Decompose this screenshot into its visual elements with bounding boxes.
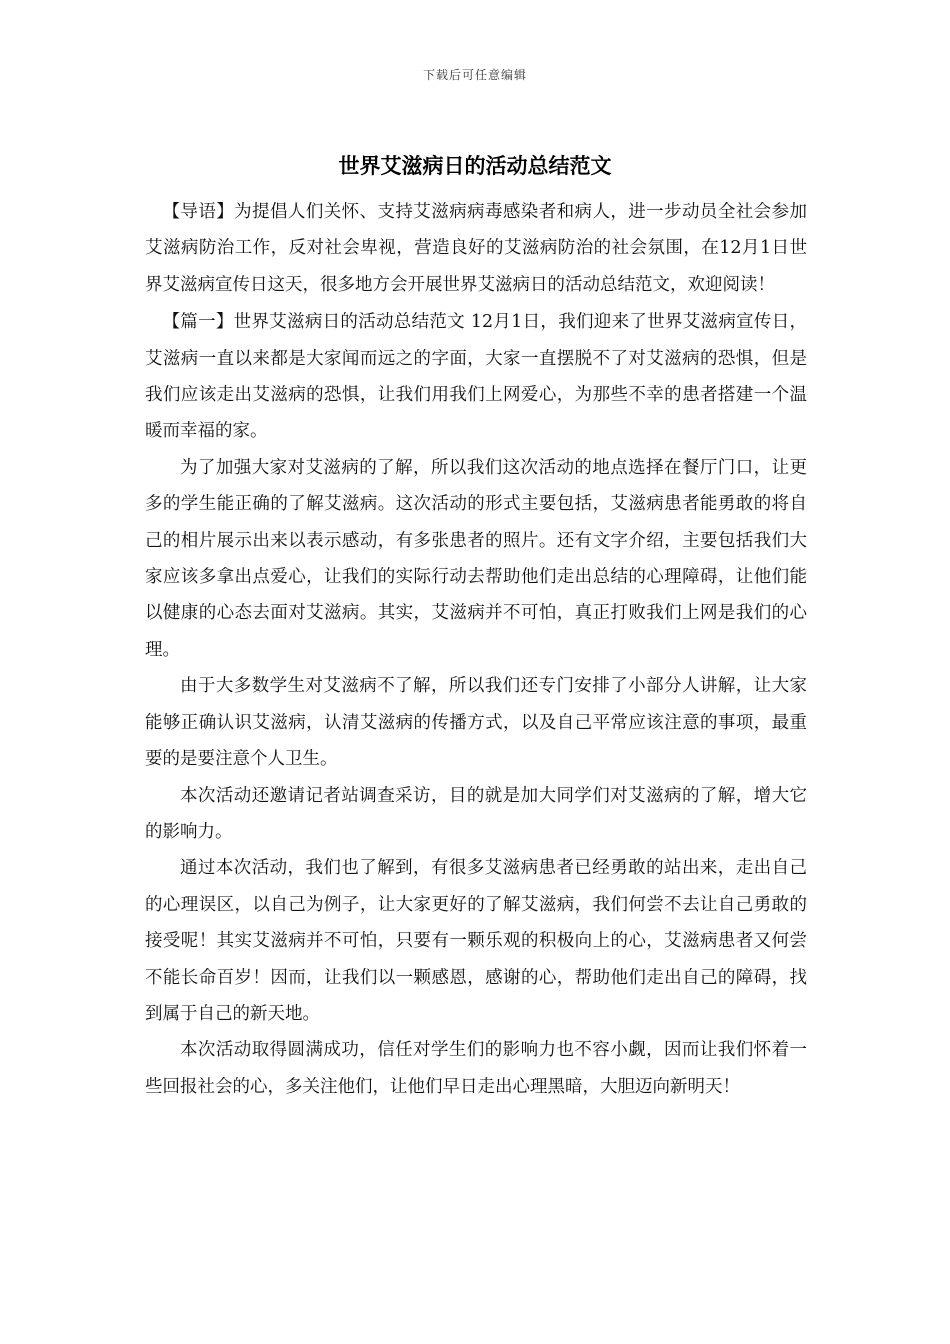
- document-body: [145, 194, 807, 1105]
- paragraph-press: 本次活动还邀请记者站调查采访，目的就是加大同学们对艾滋病的了解，增大它的影响力。: [145, 785, 807, 842]
- paragraph-activity-location: 为了加强大家对艾滋病的了解，所以我们这次活动的地点选择在餐厅门口，让更多的学生能正确的了解艾滋病。这次活动的形式主要包括，艾滋病患者能勇敢的将自己的相片展示出来以表示感动，有多张患者的照片。还有文字介绍，主要包括我们大家应该多拿出点爱心，让我们的实际行动去帮助他们走出总结的心理障碍，让他们能以健康的心态去面对艾滋病。其实，艾滋病并不可怕，真正打败我们上网是我们的心理。: [145, 457, 807, 660]
- header-note: 下载后可任意编辑: [422, 68, 527, 82]
- paragraph-reflection: 通过本次活动，我们也了解到，有很多艾滋病患者已经勇敢的站出来，走出自己的心理误区，以自己为例子，让大家更好的了解艾滋病，我们何尝不去让自己勇敢的接受呢！其实艾滋病并不可怕，只要有一颗乐观的积极向上的心，艾滋病患者又何尝不能长命百岁！因而，让我们以一颗感恩，感谢的心，帮助他们走出自己的障碍，找到属于自己的新天地。: [145, 858, 807, 1024]
- paragraph-explanation: 由于大多数学生对艾滋病不了解，所以我们还专门安排了小部分人讲解，让大家能够正确认识艾滋病，认清艾滋病的传播方式，以及自己平常应该注意的事项，最重要的是要注意个人卫生。: [145, 676, 807, 770]
- document-title: 世界艾滋病日的活动总结范文: [338, 153, 612, 178]
- paragraph-part-one: 【篇一】世界艾滋病日的活动总结范文 12月1日，我们迎来了世界艾滋病宣传日，艾滋病一直以来都是大家闻而远之的字面，大家一直摆脱不了对艾滋病的恐惧，但是我们应该走出艾滋病的恐惧，让我们用我们上网爱心，为那些不幸的患者搭建一个温暖而幸福的家。: [145, 312, 807, 442]
- paragraph-intro: 【导语】为提倡人们关怀、支持艾滋病病毒感染者和病人，进一步动员全社会参加艾滋病防治工作，反对社会卑视，营造良好的艾滋病防治的社会氛围，在12月1日世界艾滋病宣传日这天，很多地方会开展世界艾滋病日的活动总结范文，欢迎阅读！: [145, 202, 807, 295]
- paragraph-conclusion: 本次活动取得圆满成功，信任对学生们的影响力也不容小觑，因而让我们怀着一些回报社会的心，多关注他们，让他们早日走出心理黑暗，大胆迈向新明天！: [145, 1040, 807, 1097]
